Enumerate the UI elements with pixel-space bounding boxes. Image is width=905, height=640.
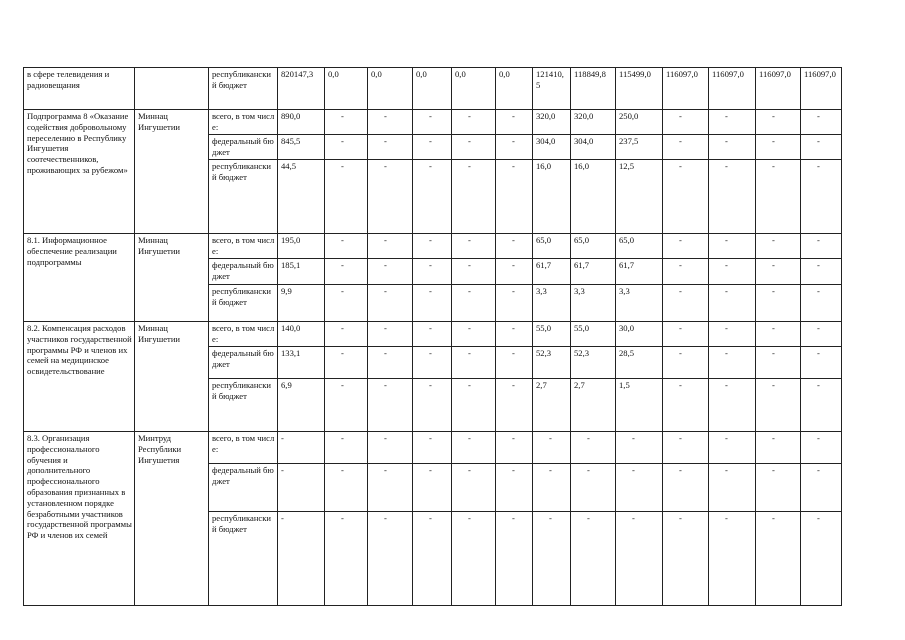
table-row [24, 322, 842, 347]
amount-cell: - [663, 512, 709, 606]
executor-cell [135, 68, 209, 110]
amount-cell: 16,0 [533, 160, 571, 234]
program-name-cell: Подпрограмма 8 «Оказание содействия добровольному переселению в Республику Ингушетия соотечественников, проживающих за рубежом» [24, 110, 135, 234]
amount-cell: - [663, 285, 709, 322]
amount-cell: - [496, 259, 533, 285]
amount-cell: 890,0 [278, 110, 325, 135]
amount-cell: - [756, 160, 801, 234]
funding-source-cell: республиканский бюджет [209, 379, 278, 432]
amount-cell: 55,0 [571, 322, 616, 347]
amount-cell: - [756, 432, 801, 464]
amount-cell: - [368, 432, 413, 464]
amount-cell: - [496, 432, 533, 464]
program-name-cell: 8.3. Организация профессионального обучения и дополнительного профессионального образования признанных в установленном порядке безработными участников государственной программы РФ и членов их семей [24, 432, 135, 606]
amount-cell: - [452, 234, 496, 259]
table-row [24, 68, 842, 110]
table-row [24, 110, 842, 135]
executor-cell: Миннац Ингушетии [135, 322, 209, 432]
amount-cell: 133,1 [278, 347, 325, 379]
program-name-cell: 8.2. Компенсация расходов участников государственной программы РФ и членов их семей на медицинское освидетельствование [24, 322, 135, 432]
executor-cell: Минтруд Республики Ингушетия [135, 432, 209, 606]
program-name-cell: 8.1. Информационное обеспечение реализации подпрограммы [24, 234, 135, 322]
program-name-cell: в сфере телевидения и радиовещания [24, 68, 135, 110]
amount-cell: - [663, 110, 709, 135]
amount-cell: - [452, 259, 496, 285]
amount-cell: 140,0 [278, 322, 325, 347]
amount-cell: - [709, 160, 756, 234]
funding-source-cell: федеральный бюджет [209, 259, 278, 285]
amount-cell: - [801, 285, 842, 322]
amount-cell: - [413, 464, 452, 512]
amount-cell: - [325, 464, 368, 512]
amount-cell: - [413, 259, 452, 285]
amount-cell: - [452, 432, 496, 464]
amount-cell: 3,3 [616, 285, 663, 322]
amount-cell: - [709, 379, 756, 432]
amount-cell: - [452, 379, 496, 432]
amount-cell: - [496, 464, 533, 512]
amount-cell: - [756, 259, 801, 285]
amount-cell: - [616, 464, 663, 512]
budget-table [23, 67, 842, 606]
amount-cell: 61,7 [616, 259, 663, 285]
amount-cell: - [709, 512, 756, 606]
amount-cell: - [368, 110, 413, 135]
amount-cell: - [801, 160, 842, 234]
amount-cell: 195,0 [278, 234, 325, 259]
amount-cell: - [452, 464, 496, 512]
amount-cell: - [801, 110, 842, 135]
amount-cell: - [452, 160, 496, 234]
amount-cell: 116097,0 [801, 68, 842, 110]
amount-cell: - [413, 512, 452, 606]
amount-cell: - [368, 234, 413, 259]
amount-cell: - [413, 322, 452, 347]
amount-cell: 3,3 [571, 285, 616, 322]
executor-cell: Миннац Ингушетии [135, 234, 209, 322]
amount-cell: 237,5 [616, 135, 663, 160]
amount-cell: - [325, 234, 368, 259]
amount-cell: - [413, 234, 452, 259]
funding-source-cell: республиканский бюджет [209, 160, 278, 234]
amount-cell: - [278, 464, 325, 512]
amount-cell: 65,0 [533, 234, 571, 259]
amount-cell: - [413, 110, 452, 135]
amount-cell: 16,0 [571, 160, 616, 234]
amount-cell: - [571, 464, 616, 512]
amount-cell: 250,0 [616, 110, 663, 135]
amount-cell: 55,0 [533, 322, 571, 347]
amount-cell: - [709, 285, 756, 322]
amount-cell: - [325, 285, 368, 322]
amount-cell: - [278, 512, 325, 606]
amount-cell: - [413, 285, 452, 322]
amount-cell: 28,5 [616, 347, 663, 379]
amount-cell: - [496, 379, 533, 432]
amount-cell: - [325, 322, 368, 347]
amount-cell: 304,0 [571, 135, 616, 160]
amount-cell: 65,0 [616, 234, 663, 259]
amount-cell: 65,0 [571, 234, 616, 259]
amount-cell: - [756, 464, 801, 512]
amount-cell: - [663, 379, 709, 432]
amount-cell: - [368, 347, 413, 379]
amount-cell: 118849,8 [571, 68, 616, 110]
amount-cell: 0,0 [368, 68, 413, 110]
amount-cell: - [801, 135, 842, 160]
amount-cell: - [801, 347, 842, 379]
amount-cell: - [756, 512, 801, 606]
amount-cell: - [452, 285, 496, 322]
amount-cell: - [368, 285, 413, 322]
amount-cell: - [663, 347, 709, 379]
amount-cell: - [413, 135, 452, 160]
amount-cell: 185,1 [278, 259, 325, 285]
amount-cell: 320,0 [571, 110, 616, 135]
amount-cell: - [368, 259, 413, 285]
funding-source-cell: республиканский бюджет [209, 285, 278, 322]
amount-cell: - [325, 379, 368, 432]
funding-source-cell: федеральный бюджет [209, 135, 278, 160]
funding-source-cell: республиканский бюджет [209, 68, 278, 110]
amount-cell: 0,0 [325, 68, 368, 110]
amount-cell: - [709, 347, 756, 379]
amount-cell: - [571, 432, 616, 464]
amount-cell: - [756, 110, 801, 135]
amount-cell: - [496, 234, 533, 259]
amount-cell: - [496, 512, 533, 606]
funding-source-cell: всего, в том числе: [209, 432, 278, 464]
amount-cell: 61,7 [533, 259, 571, 285]
amount-cell: - [571, 512, 616, 606]
amount-cell: - [801, 379, 842, 432]
amount-cell: - [452, 347, 496, 379]
amount-cell: 1,5 [616, 379, 663, 432]
amount-cell: - [801, 464, 842, 512]
amount-cell: - [663, 135, 709, 160]
amount-cell: - [756, 234, 801, 259]
table-row [24, 234, 842, 259]
funding-source-cell: федеральный бюджет [209, 464, 278, 512]
amount-cell: 121410,5 [533, 68, 571, 110]
amount-cell: - [413, 379, 452, 432]
amount-cell: 9,9 [278, 285, 325, 322]
amount-cell: - [801, 234, 842, 259]
amount-cell: - [452, 512, 496, 606]
amount-cell: 3,3 [533, 285, 571, 322]
amount-cell: - [413, 160, 452, 234]
amount-cell: - [325, 347, 368, 379]
amount-cell: 61,7 [571, 259, 616, 285]
amount-cell: - [325, 160, 368, 234]
amount-cell: - [709, 234, 756, 259]
amount-cell: - [368, 135, 413, 160]
amount-cell: - [756, 322, 801, 347]
amount-cell: - [368, 160, 413, 234]
amount-cell: - [325, 135, 368, 160]
amount-cell: - [756, 379, 801, 432]
amount-cell: - [413, 347, 452, 379]
amount-cell: - [801, 512, 842, 606]
amount-cell: - [616, 512, 663, 606]
amount-cell: 44,5 [278, 160, 325, 234]
amount-cell: - [709, 432, 756, 464]
amount-cell: - [709, 464, 756, 512]
amount-cell: - [709, 259, 756, 285]
amount-cell: - [325, 110, 368, 135]
amount-cell: - [663, 322, 709, 347]
funding-source-cell: федеральный бюджет [209, 347, 278, 379]
amount-cell: 116097,0 [663, 68, 709, 110]
amount-cell: - [368, 464, 413, 512]
amount-cell: - [452, 110, 496, 135]
amount-cell: 0,0 [413, 68, 452, 110]
amount-cell: 304,0 [533, 135, 571, 160]
amount-cell: 52,3 [571, 347, 616, 379]
amount-cell: 115499,0 [616, 68, 663, 110]
amount-cell: - [368, 379, 413, 432]
amount-cell: - [756, 285, 801, 322]
amount-cell: - [368, 322, 413, 347]
executor-cell: Миннац Ингушетии [135, 110, 209, 234]
amount-cell: - [663, 464, 709, 512]
amount-cell: - [496, 110, 533, 135]
funding-source-cell: республиканский бюджет [209, 512, 278, 606]
amount-cell: - [663, 432, 709, 464]
amount-cell: - [325, 512, 368, 606]
amount-cell: - [496, 285, 533, 322]
amount-cell: - [801, 259, 842, 285]
amount-cell: - [533, 464, 571, 512]
amount-cell: - [496, 135, 533, 160]
amount-cell: - [709, 322, 756, 347]
amount-cell: 116097,0 [709, 68, 756, 110]
amount-cell: - [756, 347, 801, 379]
table-row [24, 432, 842, 464]
amount-cell: - [325, 259, 368, 285]
amount-cell: - [325, 432, 368, 464]
amount-cell: 12,5 [616, 160, 663, 234]
amount-cell: 6,9 [278, 379, 325, 432]
amount-cell: - [709, 110, 756, 135]
funding-source-cell: всего, в том числе: [209, 234, 278, 259]
amount-cell: - [756, 135, 801, 160]
amount-cell: - [663, 160, 709, 234]
amount-cell: 2,7 [571, 379, 616, 432]
amount-cell: - [452, 322, 496, 347]
amount-cell: - [496, 347, 533, 379]
amount-cell: 0,0 [452, 68, 496, 110]
amount-cell: - [533, 432, 571, 464]
amount-cell: - [533, 512, 571, 606]
amount-cell: 116097,0 [756, 68, 801, 110]
amount-cell: - [616, 432, 663, 464]
amount-cell: 845,5 [278, 135, 325, 160]
amount-cell: 0,0 [496, 68, 533, 110]
funding-source-cell: всего, в том числе: [209, 110, 278, 135]
amount-cell: - [709, 135, 756, 160]
amount-cell: - [452, 135, 496, 160]
funding-source-cell: всего, в том числе: [209, 322, 278, 347]
amount-cell: 820147,3 [278, 68, 325, 110]
amount-cell: 320,0 [533, 110, 571, 135]
amount-cell: - [663, 259, 709, 285]
amount-cell: - [496, 160, 533, 234]
amount-cell: - [413, 432, 452, 464]
amount-cell: 30,0 [616, 322, 663, 347]
amount-cell: - [801, 432, 842, 464]
amount-cell: 52,3 [533, 347, 571, 379]
amount-cell: - [663, 234, 709, 259]
amount-cell: - [496, 322, 533, 347]
amount-cell: - [368, 512, 413, 606]
amount-cell: - [278, 432, 325, 464]
amount-cell: - [801, 322, 842, 347]
amount-cell: 2,7 [533, 379, 571, 432]
